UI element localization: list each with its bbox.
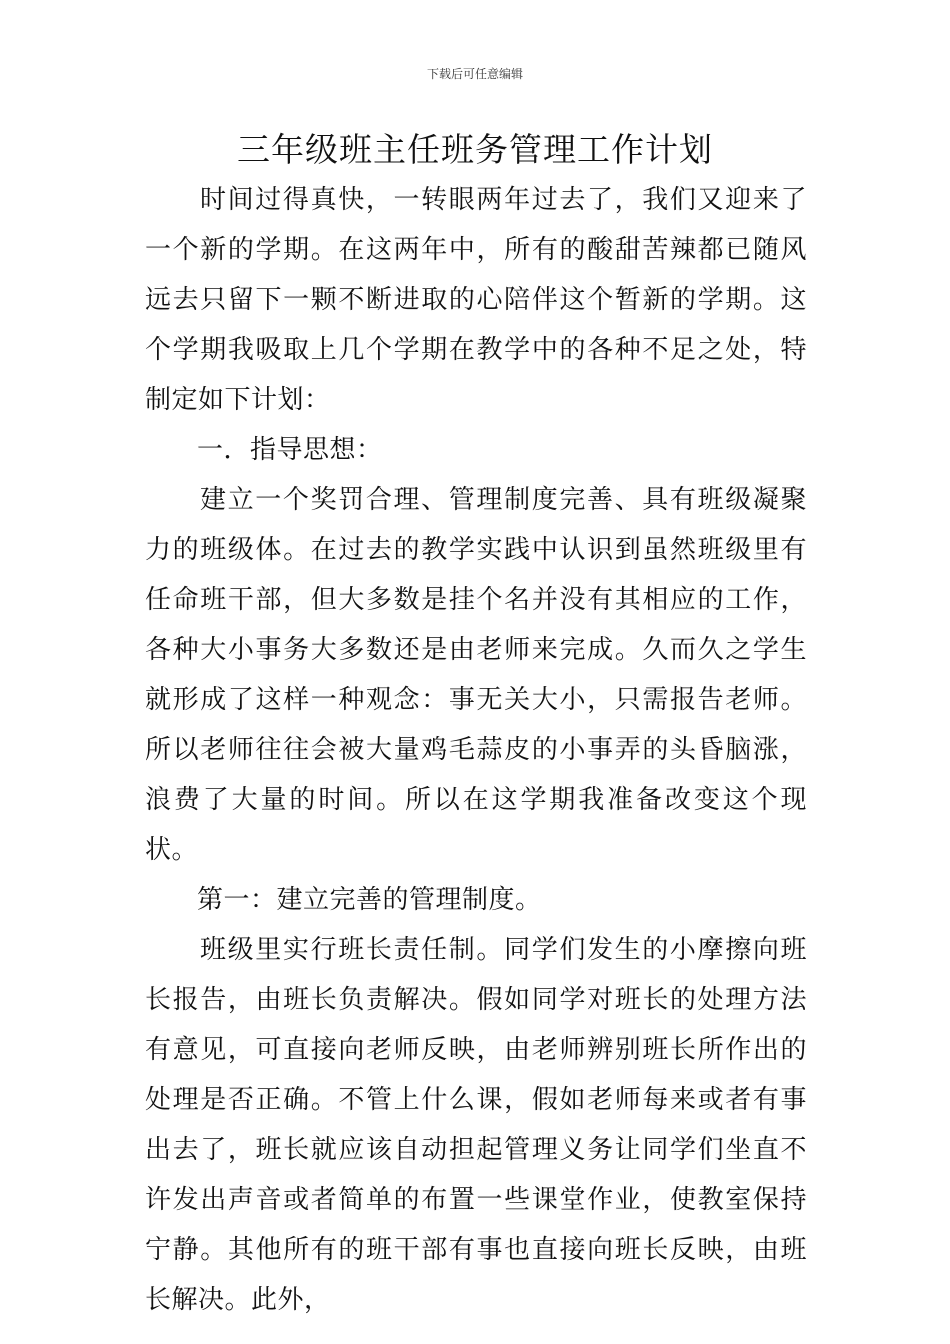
section-heading-guiding-ideology: 一．指导思想： [197, 435, 383, 465]
section-heading-management-system: 第一：建立完善的管理制度。 [197, 885, 542, 915]
paragraph-intro: 时间过得真快，一转眼两年过去了，我们又迎来了一个新的学期。在这两年中，所有的酸甜苦辣都已随风远去只留下一颗不断进取的心陪伴这个暂新的学期。这个学期我吸取上几个学期在教学中的各种不足之处，特制定如下计划： [145, 185, 807, 415]
header-note: 下载后可任意编辑 [426, 67, 523, 81]
paragraph-guiding-ideology: 建立一个奖罚合理、管理制度完善、具有班级凝聚力的班级体。在过去的教学实践中认识到虽然班级里有任命班干部，但大多数是挂个名并没有其相应的工作，各种大小事务大多数还是由老师来完成。久而久之学生就形成了这样一种观念：事无关大小，只需报告老师。所以老师往往会被大量鸡毛蒜皮的小事弄的头昏脑涨，浪费了大量的时间。所以在这学期我准备改变这个现状。 [145, 485, 807, 865]
document-body [145, 175, 807, 1325]
paragraph-monitor-responsibility: 班级里实行班长责任制。同学们发生的小摩擦向班长报告，由班长负责解决。假如同学对班长的处理方法有意见，可直接向老师反映，由老师辨别班长所作出的处理是否正确。不管上什么课，假如老师每来或者有事出去了，班长就应该自动担起管理义务让同学们坐直不许发出声音或者简单的布置一些课堂作业，使教室保持宁静。其他所有的班干部有事也直接向班长反映，由班长解决。此外， [145, 935, 807, 1315]
document-title: 三年级班主任班务管理工作计划 [237, 130, 713, 169]
